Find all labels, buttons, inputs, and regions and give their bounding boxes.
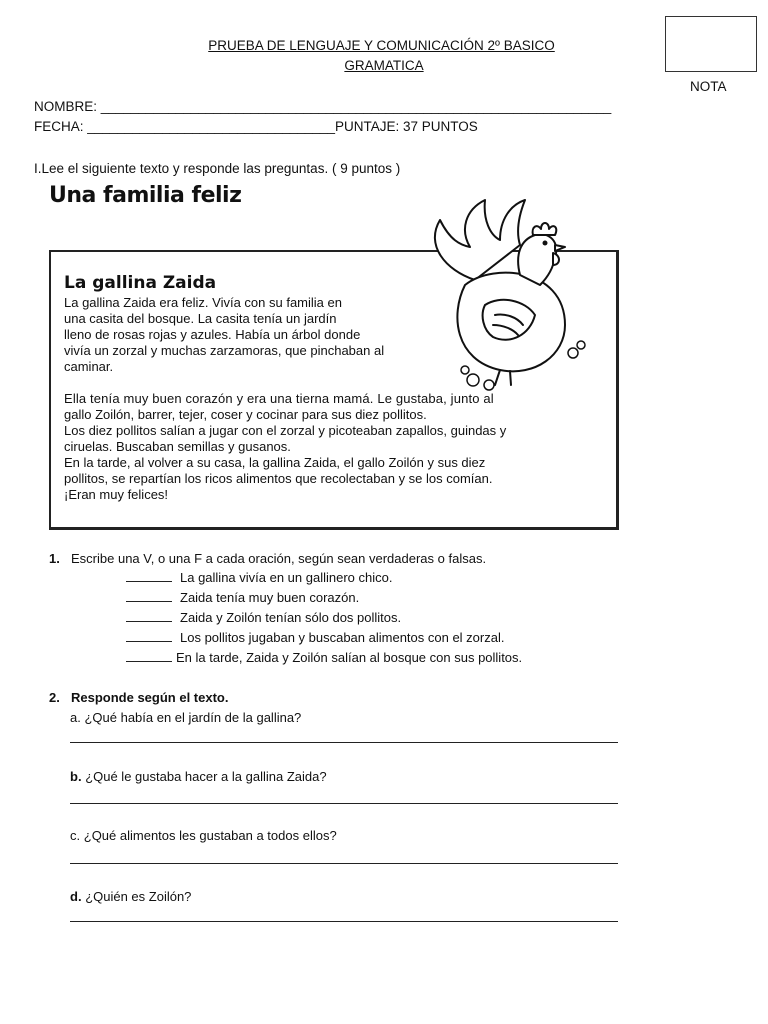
story-text-cont [64, 391, 506, 503]
instruction: I.Lee el siguiente texto y responde las preguntas. ( 9 puntos ) [34, 161, 401, 176]
answer-blank[interactable] [126, 589, 172, 602]
tf-item[interactable]: Zaida tenía muy buen corazón. [126, 589, 522, 605]
question-2 [49, 690, 228, 705]
tf-item[interactable]: Zaida y Zoilón tenían sólo dos pollitos. [126, 609, 522, 625]
fecha-row [34, 119, 478, 134]
answer-line-a[interactable] [70, 742, 618, 743]
story-title: Una familia feliz [49, 183, 242, 208]
tf-list [126, 569, 522, 665]
hen-illustration [405, 185, 595, 395]
question-number: 1. [49, 551, 60, 566]
story-line: una casita del bosque. La casita tenía un jardín [64, 311, 337, 326]
answer-line-d[interactable] [70, 921, 618, 922]
story-line: pollitos, se repartían los ricos alimentos que recolectaban y se los comían. [64, 471, 493, 486]
answer-line-b[interactable] [70, 803, 618, 804]
sub-question-b: b. ¿Qué le gustaba hacer a la gallina Zaida? [70, 769, 327, 784]
sub-question-c: c. ¿Qué alimentos les gustaban a todos ellos? [70, 828, 337, 843]
story-line: Ella tenía muy buen corazón y era una tierna mamá. Le gustaba, junto al [64, 391, 494, 406]
question-text: Responde según el texto. [71, 690, 229, 705]
story-line: lleno de rosas rojas y azules. Había un árbol donde [64, 327, 361, 342]
story-line: La gallina Zaida era feliz. Vivía con su familia en [64, 295, 342, 310]
answer-line-c[interactable] [70, 863, 618, 864]
test-title: PRUEBA DE LENGUAJE Y COMUNICACIÓN 2º BASICO [208, 38, 555, 53]
story-line: En la tarde, al volver a su casa, la gallina Zaida, el gallo Zoilón y sus diez [64, 455, 486, 470]
answer-blank[interactable] [126, 629, 172, 642]
tf-item[interactable]: Los pollitos jugaban y buscaban alimentos con el zorzal. [126, 629, 522, 645]
question-1 [49, 551, 486, 566]
story-line: gallo Zoilón, barrer, tejer, coser y cocinar para sus diez pollitos. [64, 407, 427, 422]
story-line: ciruelas. Buscaban semillas y gusanos. [64, 439, 291, 454]
answer-blank[interactable] [126, 649, 172, 662]
sub-question-a: a. ¿Qué había en el jardín de la gallina? [70, 710, 302, 725]
puntaje-label: PUNTAJE: 37 PUNTOS [335, 119, 478, 134]
nombre-field[interactable]: NOMBRE: ____________________________________________________________________ [34, 99, 612, 114]
story-line: Los diez pollitos salían a jugar con el zorzal y picoteaban zapallos, guindas y [64, 423, 507, 438]
nota-box[interactable] [665, 16, 757, 72]
story-line: ¡Eran muy felices! [64, 487, 169, 502]
answer-blank[interactable] [126, 569, 172, 582]
tf-item[interactable]: En la tarde, Zaida y Zoilón salían al bosque con sus pollitos. [126, 649, 522, 665]
test-subtitle: GRAMATICA [344, 58, 424, 73]
answer-blank[interactable] [126, 609, 172, 622]
story-line: caminar. [64, 359, 114, 374]
box-title: La gallina Zaida [64, 273, 217, 293]
fecha-field[interactable]: FECHA: _________________________________ [34, 119, 336, 134]
story-text [64, 295, 384, 375]
story-line: vivía un zorzal y muchas zarzamoras, que pinchaban al [64, 343, 385, 358]
question-text: Escribe una V, o una F a cada oración, según sean verdaderas o falsas. [71, 551, 487, 566]
nota-label: NOTA [690, 79, 727, 94]
tf-item[interactable]: La gallina vivía en un gallinero chico. [126, 569, 522, 585]
question-number: 2. [49, 690, 60, 705]
sub-question-d: d. ¿Quién es Zoilón? [70, 889, 192, 904]
